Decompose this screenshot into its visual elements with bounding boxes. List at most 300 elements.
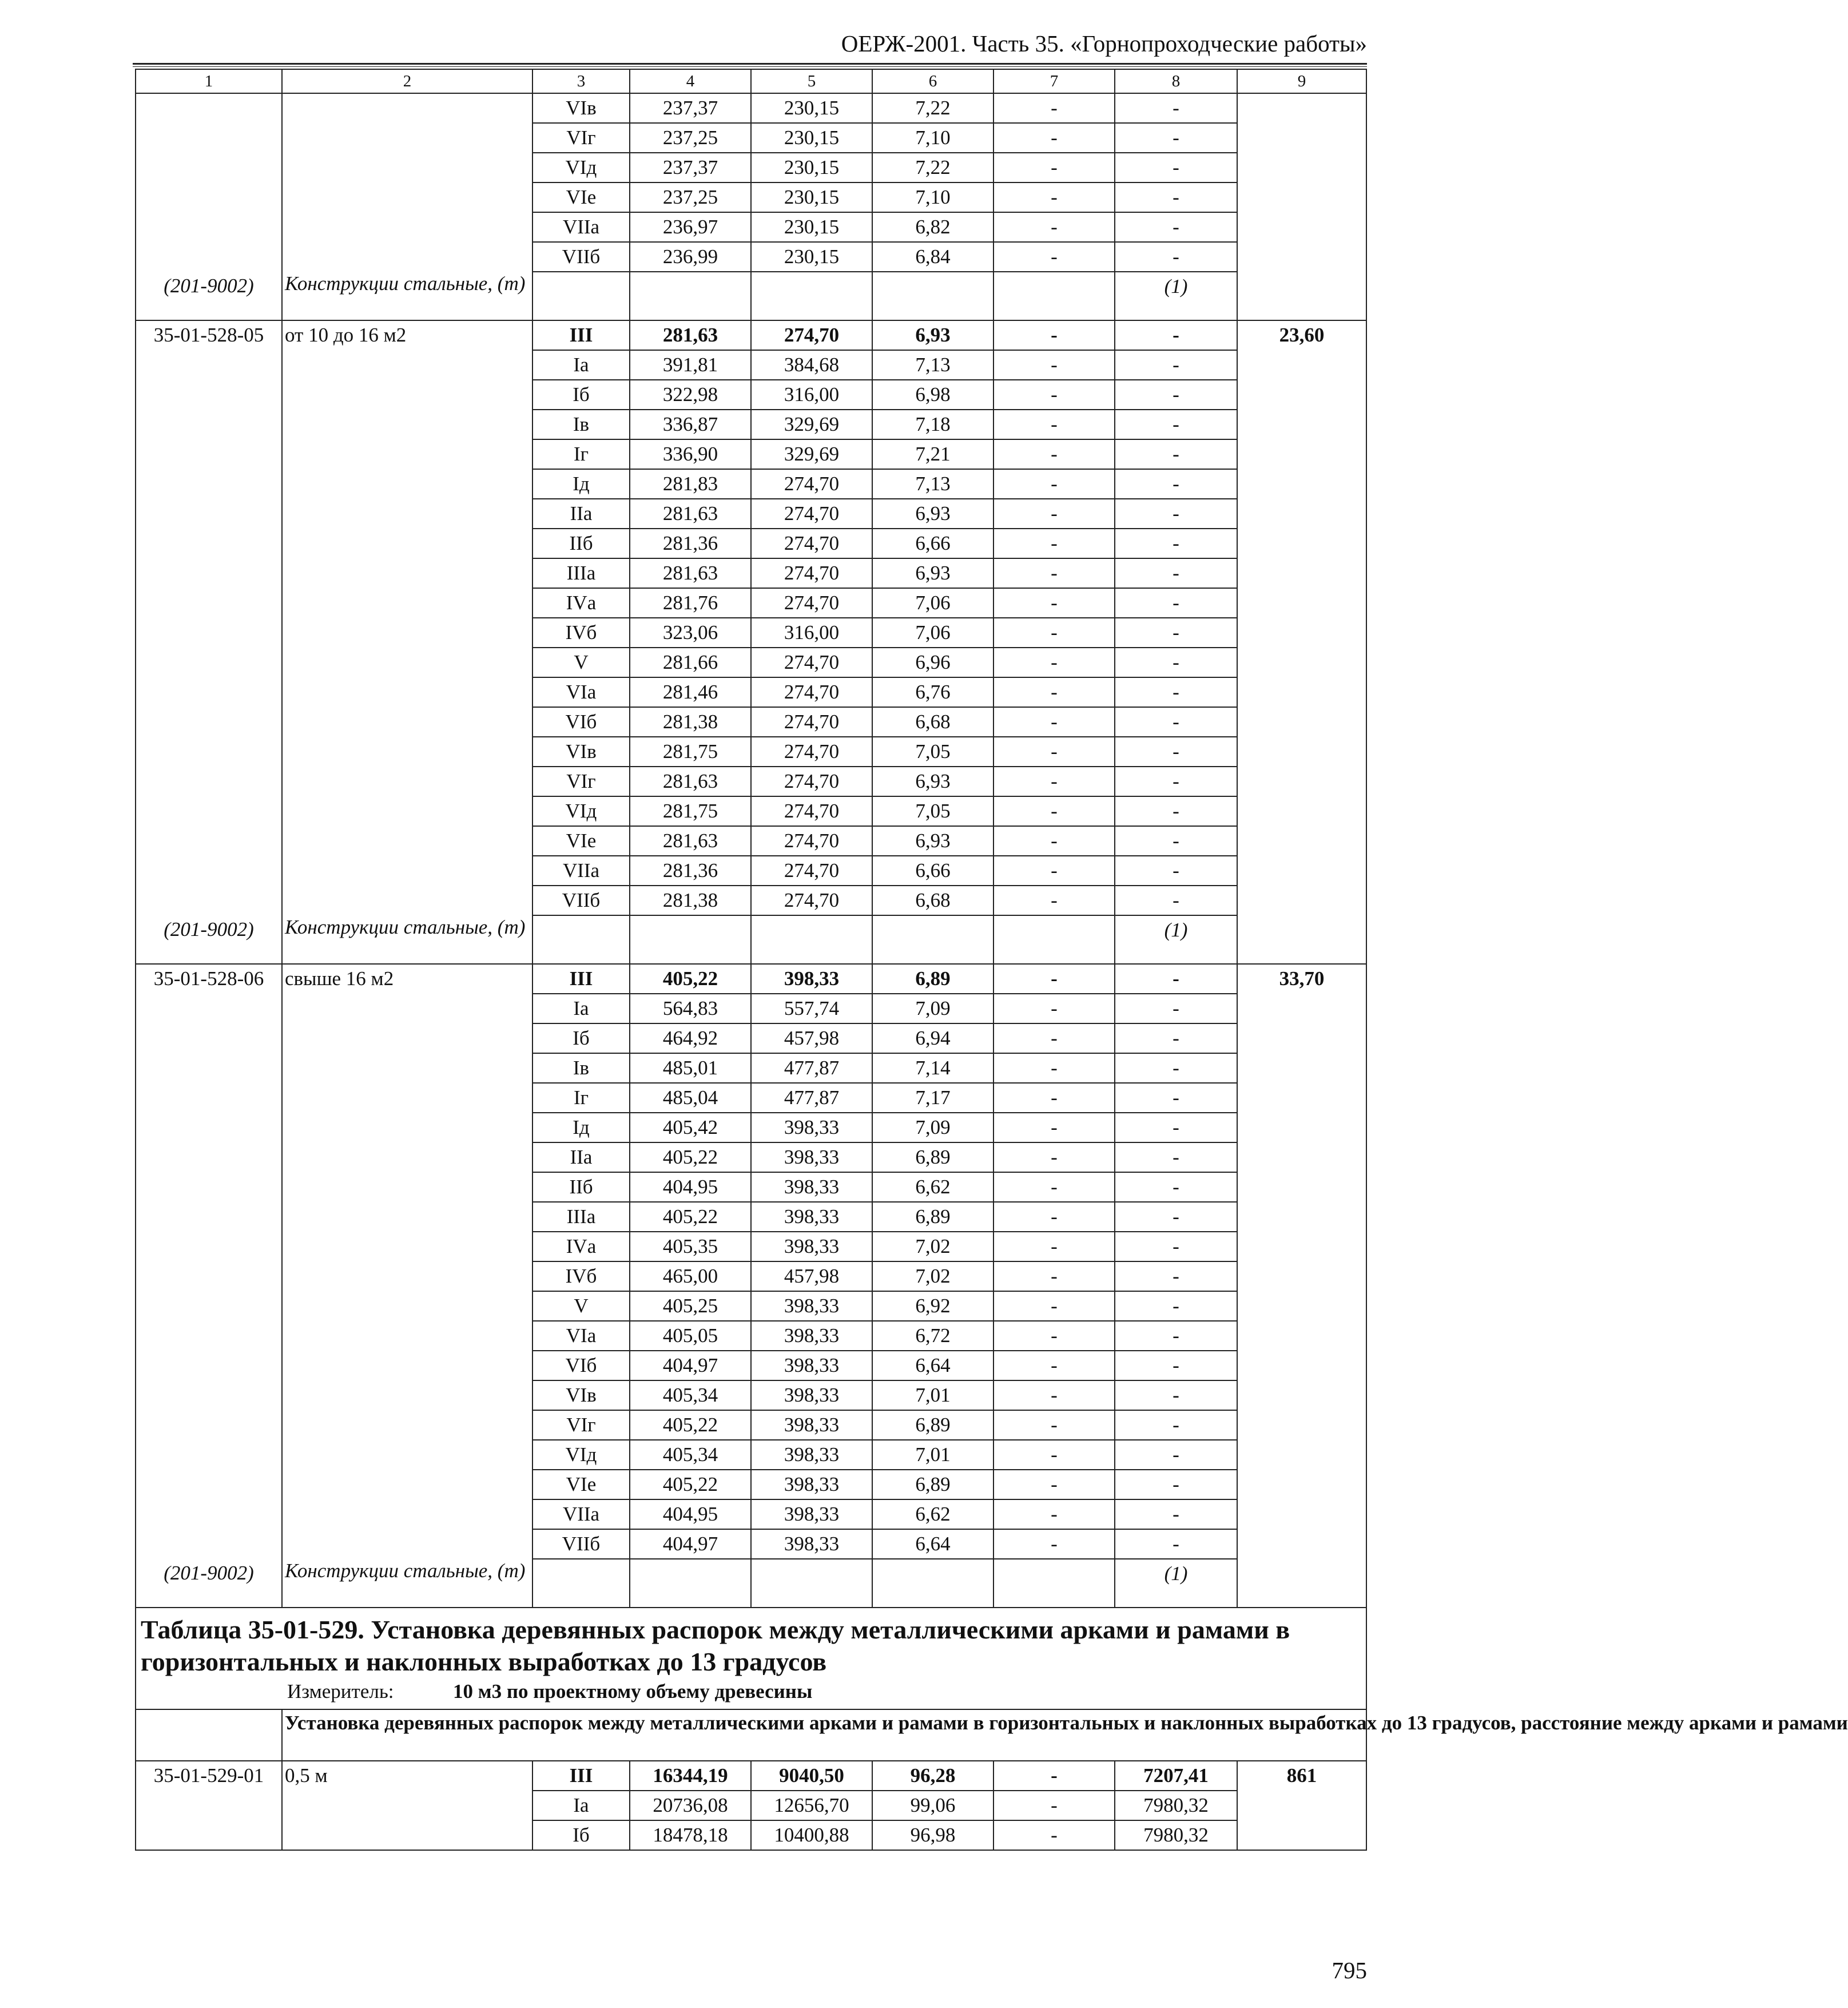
rate-code: 35-01-528-06 — [153, 967, 264, 990]
cell-c4: 18478,18 — [630, 1820, 751, 1850]
cell-c7: - — [993, 1083, 1115, 1113]
material-code: (201-9002) — [136, 915, 282, 964]
rate-c9: 861 — [1237, 1761, 1366, 1850]
cell-c4: 465,00 — [630, 1261, 751, 1291]
column-number: 9 — [1237, 69, 1366, 93]
cell-c6: 6,72 — [872, 1321, 993, 1351]
cell-c5: 274,70 — [751, 767, 872, 796]
cell-c4 — [630, 1559, 751, 1608]
cell-c6 — [872, 1559, 993, 1608]
cell-c5: 316,00 — [751, 618, 872, 648]
cell-c6: 6,64 — [872, 1351, 993, 1380]
cell-c3: IIа — [532, 499, 630, 529]
cell-c7: - — [993, 1113, 1115, 1142]
cell-c4: 281,63 — [630, 558, 751, 588]
cell-c8: - — [1115, 469, 1237, 499]
cell-c7: - — [993, 767, 1115, 796]
cell-c6: 7,01 — [872, 1440, 993, 1470]
cell-c8: - — [1115, 380, 1237, 410]
rate-c9: 23,60 — [1279, 324, 1325, 346]
cell-c6: 7,06 — [872, 618, 993, 648]
cell-c8: - — [1115, 618, 1237, 648]
rate-code-cell — [136, 964, 282, 1559]
cell-c3: Iв — [532, 1053, 630, 1083]
cell-c4: 281,76 — [630, 588, 751, 618]
cell-c6: 6,93 — [872, 826, 993, 856]
rate-code-cell — [136, 320, 282, 915]
cell-c7: - — [993, 1261, 1115, 1291]
cell-c4: 237,25 — [630, 182, 751, 212]
cell-c4: 391,81 — [630, 350, 751, 380]
cell-c5: 9040,50 — [751, 1761, 872, 1791]
cell-c5: 398,33 — [751, 1470, 872, 1499]
rate-name-cell — [282, 93, 532, 272]
cell-c3: VIIб — [532, 886, 630, 915]
cell-c8: - — [1115, 1142, 1237, 1172]
cell-c7: - — [993, 1499, 1115, 1529]
column-number: 3 — [532, 69, 630, 93]
cell-c3: IIIа — [532, 558, 630, 588]
cell-c4: 281,75 — [630, 796, 751, 826]
cell-c7 — [993, 272, 1115, 320]
cell-c6: 6,84 — [872, 242, 993, 272]
cell-c6: 6,89 — [872, 1470, 993, 1499]
cell-c6 — [872, 272, 993, 320]
cell-c5: 274,70 — [751, 588, 872, 618]
cell-c7: - — [993, 1053, 1115, 1083]
cell-c4: 485,01 — [630, 1053, 751, 1083]
cell-c5: 230,15 — [751, 93, 872, 123]
cell-c3: VIд — [532, 796, 630, 826]
material-name: Конструкции стальные, (т) — [282, 272, 532, 320]
rate-c9: 33,70 — [1279, 967, 1325, 990]
cell-c4: 405,25 — [630, 1291, 751, 1321]
cell-c5: 398,33 — [751, 1202, 872, 1232]
cell-c4: 281,63 — [630, 826, 751, 856]
cell-c4: 405,22 — [630, 1142, 751, 1172]
cell-c7: - — [993, 123, 1115, 153]
cell-c3: Iб — [532, 380, 630, 410]
cell-c7 — [993, 1559, 1115, 1608]
cell-c4: 281,46 — [630, 677, 751, 707]
cell-c7: - — [993, 1291, 1115, 1321]
cell-c4: 405,05 — [630, 1321, 751, 1351]
cell-c5: 457,98 — [751, 1261, 872, 1291]
cell-c8: - — [1115, 856, 1237, 886]
cell-c6: 6,64 — [872, 1529, 993, 1559]
cell-c5: 477,87 — [751, 1083, 872, 1113]
cell-c3: VIIа — [532, 1499, 630, 1529]
cell-c7: - — [993, 153, 1115, 182]
cell-c8: - — [1115, 1380, 1237, 1410]
cell-c5: 274,70 — [751, 886, 872, 915]
cell-c5: 398,33 — [751, 1321, 872, 1351]
cell-c8: - — [1115, 1202, 1237, 1232]
cell-c5 — [751, 272, 872, 320]
cell-c3: IIб — [532, 1172, 630, 1202]
cell-c3: VIг — [532, 123, 630, 153]
cell-c6: 7,17 — [872, 1083, 993, 1113]
cell-c6: 6,62 — [872, 1499, 993, 1529]
cell-c5: 274,70 — [751, 707, 872, 737]
cell-c8: - — [1115, 93, 1237, 123]
section-empty — [136, 1709, 282, 1761]
cell-c6 — [872, 915, 993, 964]
cell-c7: - — [993, 1380, 1115, 1410]
cell-c4: 405,22 — [630, 964, 751, 994]
cell-c8: - — [1115, 588, 1237, 618]
material-qty: (1) — [1115, 915, 1237, 964]
cell-c7: - — [993, 994, 1115, 1023]
cell-c5: 398,33 — [751, 1529, 872, 1559]
cell-c4: 236,99 — [630, 242, 751, 272]
cell-c5: 274,70 — [751, 529, 872, 558]
cell-c4: 405,42 — [630, 1113, 751, 1142]
cell-c4: 281,38 — [630, 886, 751, 915]
cell-c5: 12656,70 — [751, 1791, 872, 1820]
cell-c5: 398,33 — [751, 1172, 872, 1202]
table-title: Таблица 35-01-529. Установка деревянных распорок между металлическими арками и рамами в горизонтальных и наклонных выработках до 13 градусов — [141, 1615, 1290, 1676]
cell-c5: 316,00 — [751, 380, 872, 410]
cell-c7: - — [993, 886, 1115, 915]
rate-code-cell — [136, 93, 282, 272]
cell-c4: 405,34 — [630, 1380, 751, 1410]
cell-c5 — [751, 1559, 872, 1608]
cell-c8: - — [1115, 648, 1237, 677]
cell-c5: 274,70 — [751, 737, 872, 767]
cell-c6: 7,18 — [872, 410, 993, 439]
cell-c8: - — [1115, 737, 1237, 767]
cell-c4: 16344,19 — [630, 1761, 751, 1791]
cell-c8: 7207,41 — [1115, 1761, 1237, 1791]
cell-c3: VIд — [532, 1440, 630, 1470]
cell-c7: - — [993, 964, 1115, 994]
material-row — [136, 1559, 1366, 1608]
cell-c3: VIв — [532, 93, 630, 123]
cell-c6: 7,10 — [872, 182, 993, 212]
cell-c6: 7,01 — [872, 1380, 993, 1410]
cell-c3: VIб — [532, 707, 630, 737]
material-code: (201-9002) — [136, 272, 282, 320]
cell-c4: 336,87 — [630, 410, 751, 439]
cell-c5: 398,33 — [751, 1410, 872, 1440]
cell-c3 — [532, 915, 630, 964]
rate-name: свыше 16 м2 — [285, 967, 394, 990]
cell-c3: IVа — [532, 588, 630, 618]
column-number: 1 — [136, 69, 282, 93]
cell-c6: 6,68 — [872, 886, 993, 915]
table-title-row — [136, 1608, 1366, 1709]
cell-c6: 7,21 — [872, 439, 993, 469]
cell-c8: - — [1115, 499, 1237, 529]
cell-c3: V — [532, 648, 630, 677]
cell-c3: VIг — [532, 767, 630, 796]
cell-c8: - — [1115, 1440, 1237, 1470]
cell-c8: - — [1115, 1053, 1237, 1083]
table-row — [136, 93, 1366, 123]
cell-c7: - — [993, 648, 1115, 677]
cell-c6: 6,89 — [872, 964, 993, 994]
cell-c8: - — [1115, 1172, 1237, 1202]
header-rule — [133, 63, 1367, 65]
cell-c3: IVб — [532, 618, 630, 648]
cell-c3: Iа — [532, 994, 630, 1023]
cell-c4: 404,95 — [630, 1499, 751, 1529]
cell-c7: - — [993, 1470, 1115, 1499]
cell-c6: 6,66 — [872, 856, 993, 886]
cell-c7: - — [993, 410, 1115, 439]
measure-line — [141, 1678, 1361, 1705]
material-code: (201-9002) — [136, 1559, 282, 1608]
cell-c7: - — [993, 499, 1115, 529]
cell-c3: Iа — [532, 1791, 630, 1820]
material-row — [136, 915, 1366, 964]
cell-c3: VIб — [532, 1351, 630, 1380]
cell-c4: 404,95 — [630, 1172, 751, 1202]
cell-c5: 398,33 — [751, 1291, 872, 1321]
cell-c3 — [532, 1559, 630, 1608]
cell-c3 — [532, 272, 630, 320]
cell-c5: 274,70 — [751, 796, 872, 826]
cell-c8: - — [1115, 1083, 1237, 1113]
cell-c5: 457,98 — [751, 1023, 872, 1053]
cell-c6: 7,02 — [872, 1261, 993, 1291]
cell-c6: 7,05 — [872, 796, 993, 826]
cell-c3: IIа — [532, 1142, 630, 1172]
rate-name: 0,5 м — [282, 1761, 532, 1850]
cell-c3: VIе — [532, 1470, 630, 1499]
material-qty: (1) — [1115, 272, 1237, 320]
cell-c6: 6,89 — [872, 1142, 993, 1172]
cell-c3: VIг — [532, 1410, 630, 1440]
cell-c6: 6,68 — [872, 707, 993, 737]
cell-c3: VIа — [532, 1321, 630, 1351]
cell-c4: 237,37 — [630, 93, 751, 123]
column-number: 2 — [282, 69, 532, 93]
cell-c7: - — [993, 588, 1115, 618]
cell-c6: 7,09 — [872, 1113, 993, 1142]
table-row — [136, 320, 1366, 350]
cell-c7: - — [993, 320, 1115, 350]
cell-c8: - — [1115, 677, 1237, 707]
cell-c8: - — [1115, 1470, 1237, 1499]
cell-c5 — [751, 915, 872, 964]
cell-c5: 274,70 — [751, 469, 872, 499]
cell-c7 — [993, 915, 1115, 964]
cell-c5: 274,70 — [751, 499, 872, 529]
cell-c5: 274,70 — [751, 558, 872, 588]
table-title-cell — [136, 1608, 1366, 1709]
running-header: ОЕРЖ-2001. Часть 35. «Горнопроходческие работы» — [841, 30, 1367, 57]
cell-c6: 7,13 — [872, 469, 993, 499]
cell-c8: - — [1115, 994, 1237, 1023]
cell-c4: 323,06 — [630, 618, 751, 648]
cell-c8: - — [1115, 123, 1237, 153]
cell-c8: - — [1115, 826, 1237, 856]
cell-c8: - — [1115, 1261, 1237, 1291]
cell-c7: - — [993, 1410, 1115, 1440]
table-row — [136, 964, 1366, 994]
cell-c8: 7980,32 — [1115, 1791, 1237, 1820]
cell-c4: 237,25 — [630, 123, 751, 153]
cell-c4: 281,66 — [630, 648, 751, 677]
cell-c6: 7,05 — [872, 737, 993, 767]
cell-c4: 281,63 — [630, 499, 751, 529]
cell-c7: - — [993, 1529, 1115, 1559]
cell-c7: - — [993, 1791, 1115, 1820]
cell-c7: - — [993, 1820, 1115, 1850]
cell-c6: 6,93 — [872, 767, 993, 796]
cell-c3: IVб — [532, 1261, 630, 1291]
cell-c5: 329,69 — [751, 439, 872, 469]
cell-c6: 6,98 — [872, 380, 993, 410]
cell-c3: VIв — [532, 1380, 630, 1410]
cell-c8: - — [1115, 558, 1237, 588]
price-table — [135, 69, 1848, 1851]
cell-c3: Iг — [532, 439, 630, 469]
cell-c5: 10400,88 — [751, 1820, 872, 1850]
cell-c5: 230,15 — [751, 182, 872, 212]
cell-c6: 99,06 — [872, 1791, 993, 1820]
cell-c3: Iб — [532, 1820, 630, 1850]
cell-c7: - — [993, 1172, 1115, 1202]
cell-c3: Iв — [532, 410, 630, 439]
cell-c3: V — [532, 1291, 630, 1321]
cell-c7: - — [993, 677, 1115, 707]
cell-c3: VIа — [532, 677, 630, 707]
cell-c6: 7,13 — [872, 350, 993, 380]
cell-c8: - — [1115, 767, 1237, 796]
cell-c7: - — [993, 529, 1115, 558]
cell-c8: - — [1115, 1023, 1237, 1053]
cell-c8: - — [1115, 1232, 1237, 1261]
cell-c8: - — [1115, 1529, 1237, 1559]
rate-name-cell — [282, 320, 532, 915]
cell-c7: - — [993, 1351, 1115, 1380]
cell-c5: 398,33 — [751, 1232, 872, 1261]
table-row — [136, 1761, 1366, 1791]
cell-c8: - — [1115, 1410, 1237, 1440]
column-number-row — [136, 69, 1366, 93]
rate-name-cell — [282, 964, 532, 1559]
cell-c4: 281,75 — [630, 737, 751, 767]
rate-c9-cell — [1237, 93, 1366, 320]
cell-c3: Iг — [532, 1083, 630, 1113]
cell-c4: 281,36 — [630, 856, 751, 886]
cell-c6: 7,22 — [872, 153, 993, 182]
cell-c5: 230,15 — [751, 123, 872, 153]
cell-c7: - — [993, 469, 1115, 499]
cell-c4: 281,83 — [630, 469, 751, 499]
cell-c6: 7,09 — [872, 994, 993, 1023]
cell-c8: - — [1115, 1321, 1237, 1351]
cell-c7: - — [993, 1232, 1115, 1261]
cell-c6: 7,22 — [872, 93, 993, 123]
cell-c8: - — [1115, 886, 1237, 915]
cell-c3: Iб — [532, 1023, 630, 1053]
cell-c8: - — [1115, 1499, 1237, 1529]
rate-name: от 10 до 16 м2 — [285, 324, 407, 346]
cell-c4: 404,97 — [630, 1351, 751, 1380]
cell-c6: 6,89 — [872, 1410, 993, 1440]
cell-c4: 485,04 — [630, 1083, 751, 1113]
cell-c6: 96,28 — [872, 1761, 993, 1791]
cell-c3: IIIа — [532, 1202, 630, 1232]
cell-c5: 477,87 — [751, 1053, 872, 1083]
cell-c6: 6,92 — [872, 1291, 993, 1321]
cell-c6: 6,94 — [872, 1023, 993, 1053]
cell-c6: 7,02 — [872, 1232, 993, 1261]
cell-c7: - — [993, 796, 1115, 826]
column-number: 8 — [1115, 69, 1237, 93]
cell-c3: IIб — [532, 529, 630, 558]
cell-c3: IVа — [532, 1232, 630, 1261]
cell-c7: - — [993, 212, 1115, 242]
cell-c5: 274,70 — [751, 320, 872, 350]
cell-c7: - — [993, 1761, 1115, 1791]
cell-c5: 398,33 — [751, 1113, 872, 1142]
cell-c4: 564,83 — [630, 994, 751, 1023]
cell-c7: - — [993, 242, 1115, 272]
cell-c7: - — [993, 93, 1115, 123]
cell-c8: - — [1115, 1351, 1237, 1380]
cell-c7: - — [993, 1440, 1115, 1470]
cell-c7: - — [993, 737, 1115, 767]
cell-c6: 6,93 — [872, 320, 993, 350]
cell-c5: 329,69 — [751, 410, 872, 439]
cell-c5: 398,33 — [751, 1499, 872, 1529]
cell-c7: - — [993, 707, 1115, 737]
cell-c7: - — [993, 856, 1115, 886]
cell-c3: VIIб — [532, 1529, 630, 1559]
cell-c8: - — [1115, 1113, 1237, 1142]
cell-c5: 230,15 — [751, 242, 872, 272]
cell-c6: 6,93 — [872, 499, 993, 529]
cell-c5: 274,70 — [751, 856, 872, 886]
cell-c5: 384,68 — [751, 350, 872, 380]
cell-c6: 6,96 — [872, 648, 993, 677]
cell-c3: III — [532, 320, 630, 350]
cell-c3: VIIб — [532, 242, 630, 272]
cell-c3: VIIа — [532, 212, 630, 242]
cell-c5: 274,70 — [751, 648, 872, 677]
cell-c4: 405,34 — [630, 1440, 751, 1470]
cell-c8: - — [1115, 212, 1237, 242]
cell-c7: - — [993, 182, 1115, 212]
cell-c8: - — [1115, 796, 1237, 826]
cell-c4: 405,22 — [630, 1202, 751, 1232]
cell-c6: 6,62 — [872, 1172, 993, 1202]
cell-c6: 6,93 — [872, 558, 993, 588]
section-row — [136, 1709, 1366, 1761]
cell-c7: - — [993, 1023, 1115, 1053]
cell-c3: Iа — [532, 350, 630, 380]
cell-c4: 404,97 — [630, 1529, 751, 1559]
cell-c8: - — [1115, 410, 1237, 439]
cell-c4: 281,63 — [630, 767, 751, 796]
cell-c4: 405,22 — [630, 1470, 751, 1499]
cell-c4: 281,36 — [630, 529, 751, 558]
header-rule-thin — [133, 66, 1367, 67]
cell-c6: 7,06 — [872, 588, 993, 618]
cell-c6: 7,10 — [872, 123, 993, 153]
cell-c4 — [630, 272, 751, 320]
cell-c5: 398,33 — [751, 964, 872, 994]
cell-c5: 274,70 — [751, 826, 872, 856]
cell-c4: 322,98 — [630, 380, 751, 410]
cell-c5: 230,15 — [751, 153, 872, 182]
cell-c4: 336,90 — [630, 439, 751, 469]
